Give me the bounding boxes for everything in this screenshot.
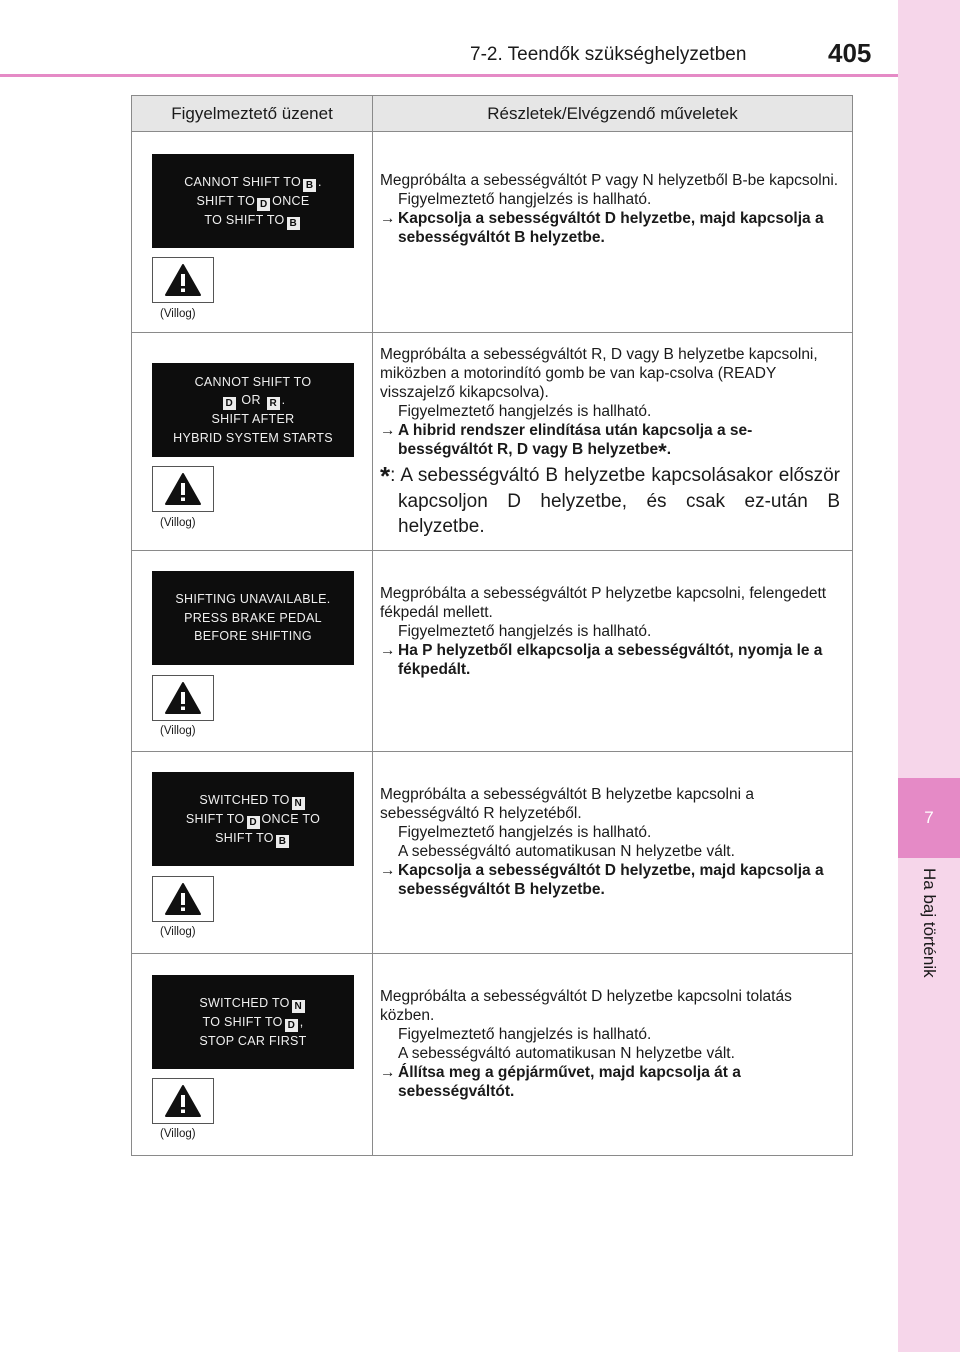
table-row bbox=[132, 752, 853, 954]
warning-indicator bbox=[152, 1078, 214, 1124]
arrow-right-icon: → bbox=[380, 421, 396, 439]
detail-text: Megpróbálta a sebességváltót B helyzetbe kapcsolni a sebességváltó R helyzetéből. bbox=[380, 785, 754, 822]
message-cell bbox=[132, 954, 373, 1156]
action-label: Kapcsolja a sebességváltót D helyzetbe, majd kapcsolja a sebességváltót B helyzetbe. bbox=[398, 861, 824, 898]
display-screen bbox=[152, 363, 354, 457]
section-title: 7-2. Teendők szükséghelyzetben bbox=[470, 44, 747, 65]
screen-text: STOP CAR FIRST bbox=[199, 1033, 307, 1048]
chapter-label: Ha baj történik bbox=[920, 868, 939, 978]
detail-text: Figyelmeztető hangjelzés is hallható. bbox=[398, 402, 652, 420]
display-screen bbox=[152, 975, 354, 1069]
details-cell bbox=[373, 333, 853, 551]
blink-label: (Villog) bbox=[160, 1128, 196, 1140]
action-label: A hibrid rendszer elindítása után kapcsolja a se-bességváltót R, D vagy B helyzetbe bbox=[398, 421, 753, 458]
screen-text: SHIFT TO bbox=[185, 811, 245, 826]
blink-label: (Villog) bbox=[160, 926, 196, 938]
screen-text: SWITCHED TO bbox=[199, 792, 290, 807]
arrow-right-icon: → bbox=[380, 1063, 396, 1081]
warning-triangle-icon bbox=[164, 681, 202, 715]
blink-label: (Villog) bbox=[160, 725, 196, 737]
screen-text: SHIFT TO bbox=[196, 193, 256, 208]
warning-triangle-icon bbox=[164, 472, 202, 506]
details-cell bbox=[373, 551, 853, 752]
action-text bbox=[380, 861, 840, 899]
table-row bbox=[132, 333, 853, 551]
warning-message-table bbox=[131, 95, 853, 1156]
column-header-details: Részletek/Elvégzendő műveletek bbox=[373, 96, 853, 132]
gear-key-icon: D bbox=[223, 397, 236, 410]
table-row bbox=[132, 132, 853, 333]
action-text bbox=[380, 209, 840, 247]
detail-text: A sebességváltó automatikusan N helyzetbe vált. bbox=[398, 842, 735, 860]
detail-text: Megpróbálta a sebességváltót P vagy N helyzetből B-be kapcsolni. bbox=[380, 172, 839, 189]
screen-text: SHIFT AFTER bbox=[211, 412, 295, 427]
chapter-number: 7 bbox=[898, 778, 960, 858]
screen-text: TO SHIFT TO bbox=[202, 1014, 283, 1029]
screen-text: TO SHIFT TO bbox=[204, 212, 285, 227]
side-tab bbox=[898, 0, 960, 1352]
screen-text: . bbox=[281, 393, 286, 408]
action-text bbox=[380, 641, 840, 679]
message-cell bbox=[132, 752, 373, 954]
blink-label: (Villog) bbox=[160, 308, 196, 320]
warning-indicator bbox=[152, 257, 214, 303]
action-text bbox=[380, 421, 840, 464]
details-cell bbox=[373, 954, 853, 1156]
screen-text: PRESS BRAKE PEDAL bbox=[184, 610, 322, 625]
action-label: . bbox=[666, 440, 672, 458]
action-text bbox=[380, 1063, 840, 1101]
warning-triangle-icon bbox=[164, 1084, 202, 1118]
warning-indicator bbox=[152, 675, 214, 721]
gear-key-icon: D bbox=[257, 198, 270, 211]
footnote bbox=[380, 460, 840, 539]
screen-text: ONCE bbox=[272, 193, 310, 208]
detail-text: Figyelmeztető hangjelzés is hallható. bbox=[398, 1025, 652, 1043]
screen-text: , bbox=[299, 1014, 304, 1029]
detail-text: Figyelmeztető hangjelzés is hallható. bbox=[398, 191, 652, 208]
details-cell bbox=[373, 132, 853, 333]
screen-text: HYBRID SYSTEM STARTS bbox=[173, 430, 333, 445]
gear-key-icon: N bbox=[292, 797, 305, 810]
message-cell bbox=[132, 551, 373, 752]
display-screen bbox=[152, 571, 354, 665]
gear-key-icon: B bbox=[303, 179, 316, 192]
table-row bbox=[132, 551, 853, 752]
table-header-row bbox=[132, 96, 853, 132]
warning-triangle-icon bbox=[164, 882, 202, 916]
display-screen bbox=[152, 154, 354, 248]
detail-text: A sebességváltó automatikusan N helyzetbe vált. bbox=[398, 1044, 735, 1062]
page-number: 405 bbox=[828, 38, 872, 68]
screen-text: SWITCHED TO bbox=[199, 995, 290, 1010]
display-screen bbox=[152, 772, 354, 866]
detail-text: Figyelmeztető hangjelzés is hallható. bbox=[398, 622, 652, 640]
arrow-right-icon: → bbox=[380, 641, 396, 659]
detail-text: Megpróbálta a sebességváltót D helyzetbe kapcsolni tolatás közben. bbox=[380, 987, 792, 1024]
screen-text: ONCE TO bbox=[261, 811, 321, 826]
gear-key-icon: D bbox=[285, 1019, 298, 1032]
gear-key-icon: N bbox=[292, 1000, 305, 1013]
message-cell bbox=[132, 333, 373, 551]
action-label: Állítsa meg a gépjárművet, majd kapcsolja át a sebességváltót. bbox=[398, 1063, 741, 1100]
screen-text: CANNOT SHIFT TO bbox=[194, 374, 312, 389]
footnote-marker: * bbox=[380, 460, 391, 491]
arrow-right-icon: → bbox=[380, 861, 396, 879]
message-cell bbox=[132, 132, 373, 333]
screen-text: CANNOT SHIFT TO bbox=[184, 174, 301, 189]
table-row bbox=[132, 954, 853, 1156]
gear-key-icon: B bbox=[287, 217, 300, 230]
detail-text: Figyelmeztető hangjelzés is hallható. bbox=[398, 823, 652, 841]
footnote-marker: * bbox=[658, 438, 667, 464]
screen-text: SHIFT TO bbox=[215, 830, 274, 845]
warning-triangle-icon bbox=[164, 263, 202, 297]
warning-indicator bbox=[152, 876, 214, 922]
detail-text: Megpróbálta a sebességváltót P helyzetbe kapcsolni, felengedett fékpedál mellett. bbox=[380, 584, 827, 621]
screen-text: . bbox=[318, 174, 322, 189]
detail-text: Megpróbálta a sebességváltót R, D vagy B helyzetbe kapcsolni, miközben a motorindító gomb be van kap-csolva (READY visszajelző kikapcsolva). bbox=[380, 345, 818, 401]
gear-key-icon: B bbox=[276, 835, 289, 848]
screen-text: BEFORE SHIFTING bbox=[194, 629, 312, 644]
screen-text: OR bbox=[241, 393, 261, 408]
column-header-message: Figyelmeztető üzenet bbox=[132, 96, 373, 132]
gear-key-icon: R bbox=[267, 397, 280, 410]
screen-text: SHIFTING UNAVAILABLE. bbox=[175, 592, 331, 607]
blink-label: (Villog) bbox=[160, 517, 196, 529]
header-rule bbox=[0, 74, 960, 77]
arrow-right-icon: → bbox=[380, 210, 396, 227]
warning-indicator bbox=[152, 466, 214, 512]
action-label: Ha P helyzetből elkapcsolja a sebességváltót, nyomja le a fékpedált. bbox=[398, 641, 823, 678]
gear-key-icon: D bbox=[247, 816, 260, 829]
footnote-text: : A sebességváltó B helyzetbe kapcsolásakor először kapcsoljon D helyzetbe, és csak ez-után B helyzetbe. bbox=[390, 464, 840, 537]
action-label: Kapcsolja a sebességváltót D helyzetbe, majd kapcsolja a sebességváltót B helyzetbe. bbox=[398, 210, 824, 246]
details-cell bbox=[373, 752, 853, 954]
